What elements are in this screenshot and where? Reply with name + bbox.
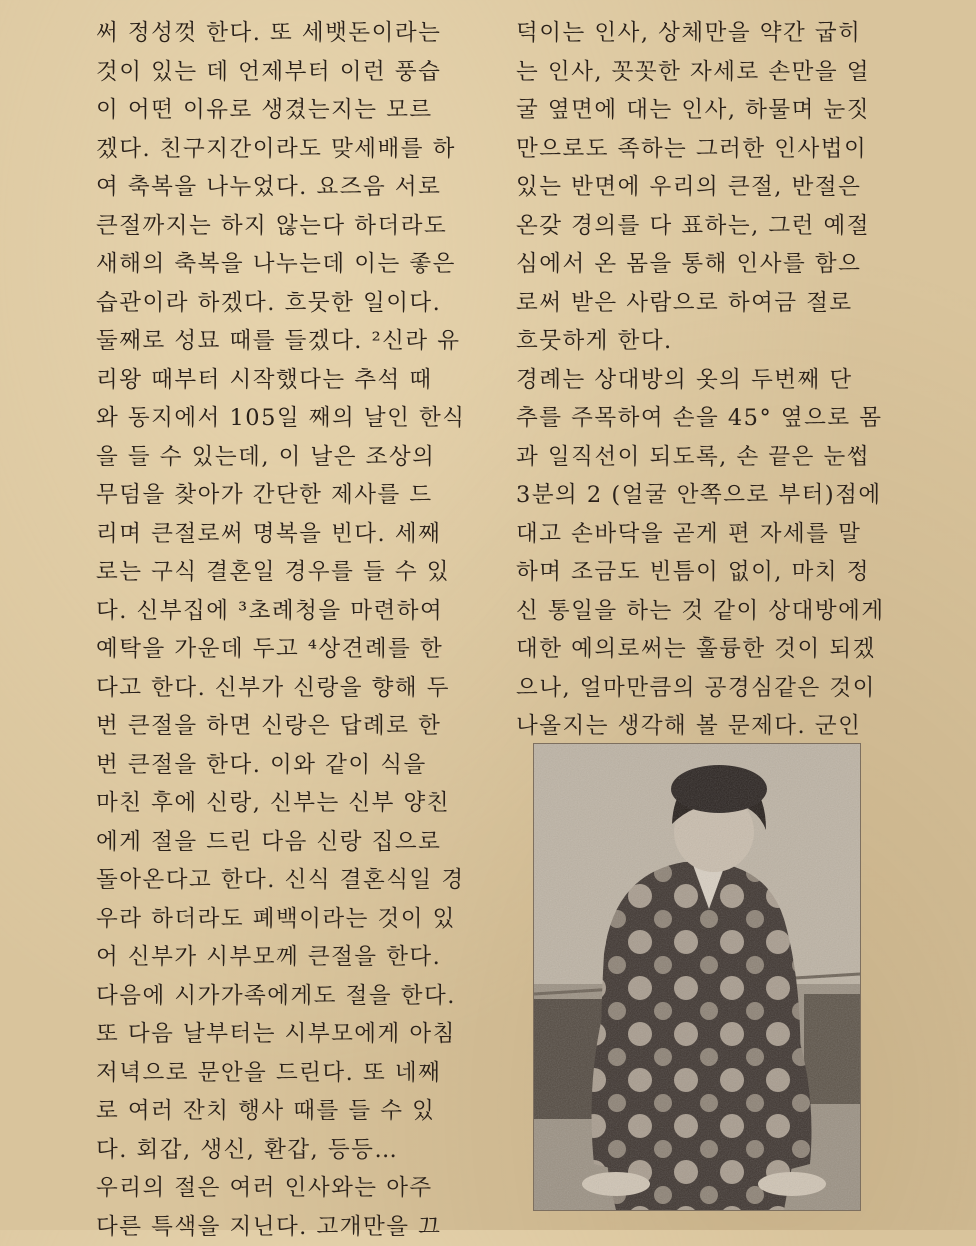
text-line: 심에서 온 몸을 통해 인사를 함으	[516, 245, 896, 284]
text-line: 는 인사, 꼿꼿한 자세로 손만을 얼	[516, 53, 896, 92]
text-line: 흐뭇하게 한다.	[516, 322, 896, 361]
text-line: 로써 받은 사람으로 하여금 절로	[516, 284, 896, 323]
text-line: 다. 신부집에 ³초례청을 마련하여	[96, 592, 474, 631]
left-text-column	[96, 14, 474, 1246]
text-line: 로는 구식 결혼일 경우를 들 수 있	[96, 553, 474, 592]
text-line: 다른 특색을 지닌다. 고개만을 끄	[96, 1208, 474, 1246]
text-line: 돌아온다고 한다. 신식 결혼식일 경	[96, 861, 474, 900]
text-line: 우리의 절은 여러 인사와는 아주	[96, 1169, 474, 1208]
text-line: 추를 주목하여 손을 45° 옆으로 몸	[516, 399, 896, 438]
text-line: 여 축복을 나누었다. 요즈음 서로	[96, 168, 474, 207]
text-line: 온갖 경의를 다 표하는, 그런 예절	[516, 207, 896, 246]
text-line: 있는 반면에 우리의 큰절, 반절은	[516, 168, 896, 207]
photo-illustration	[534, 744, 860, 1210]
text-line: 큰절까지는 하지 않는다 하더라도	[96, 207, 474, 246]
text-line: 마친 후에 신랑, 신부는 신부 양친	[96, 784, 474, 823]
text-line: 리왕 때부터 시작했다는 추석 때	[96, 361, 474, 400]
text-line: 또 다음 날부터는 시부모에게 아침	[96, 1015, 474, 1054]
text-line: 어 신부가 시부모께 큰절을 한다.	[96, 938, 474, 977]
text-line: 경례는 상대방의 옷의 두번째 단	[516, 361, 896, 400]
text-line: 다. 회갑, 생신, 환갑, 등등…	[96, 1131, 474, 1170]
text-line: 3분의 2 (얼굴 안쪽으로 부터)점에	[516, 476, 896, 515]
text-line: 겠다. 친구지간이라도 맞세배를 하	[96, 130, 474, 169]
text-line: 을 들 수 있는데, 이 날은 조상의	[96, 438, 474, 477]
text-line: 으나, 얼마만큼의 공경심같은 것이	[516, 669, 896, 708]
text-line: 번 큰절을 한다. 이와 같이 식을	[96, 746, 474, 785]
text-line: 것이 있는 데 언제부터 이런 풍습	[96, 53, 474, 92]
text-line: 다고 한다. 신부가 신랑을 향해 두	[96, 669, 474, 708]
text-line: 만으로도 족하는 그러한 인사법이	[516, 130, 896, 169]
text-line: 에게 절을 드린 다음 신랑 집으로	[96, 823, 474, 862]
text-line: 예탁을 가운데 두고 ⁴상견례를 한	[96, 630, 474, 669]
right-text-column	[516, 14, 896, 746]
text-line: 굴 옆면에 대는 인사, 하물며 눈짓	[516, 91, 896, 130]
text-line: 와 동지에서 105일 째의 날인 한식	[96, 399, 474, 438]
text-line: 둘째로 성묘 때를 들겠다. ²신라 유	[96, 322, 474, 361]
text-line: 신 통일을 하는 것 같이 상대방에게	[516, 592, 896, 631]
text-line: 대고 손바닥을 곧게 편 자세를 말	[516, 515, 896, 554]
text-line: 번 큰절을 하면 신랑은 답례로 한	[96, 707, 474, 746]
text-line: 습관이라 하겠다. 흐뭇한 일이다.	[96, 284, 474, 323]
text-line: 리며 큰절로써 명복을 빈다. 세째	[96, 515, 474, 554]
text-line: 우라 하더라도 폐백이라는 것이 있	[96, 900, 474, 939]
text-line: 로 여러 잔치 행사 때를 들 수 있	[96, 1092, 474, 1131]
text-line: 대한 예의로써는 훌륭한 것이 되겠	[516, 630, 896, 669]
text-line: 새해의 축복을 나누는데 이는 좋은	[96, 245, 474, 284]
text-line: 저녁으로 문안을 드린다. 또 네째	[96, 1054, 474, 1093]
text-line: 나올지는 생각해 볼 문제다. 군인	[516, 707, 896, 746]
text-line: 덕이는 인사, 상체만을 약간 굽히	[516, 14, 896, 53]
text-line: 하며 조금도 빈틈이 없이, 마치 정	[516, 553, 896, 592]
text-line: 과 일직선이 되도록, 손 끝은 눈썹	[516, 438, 896, 477]
text-line: 무덤을 찾아가 간단한 제사를 드	[96, 476, 474, 515]
bowing-woman-photo	[533, 743, 861, 1211]
text-line: 이 어떤 이유로 생겼는지는 모르	[96, 91, 474, 130]
text-line: 써 정성껏 한다. 또 세뱃돈이라는	[96, 14, 474, 53]
text-line: 다음에 시가가족에게도 절을 한다.	[96, 977, 474, 1016]
